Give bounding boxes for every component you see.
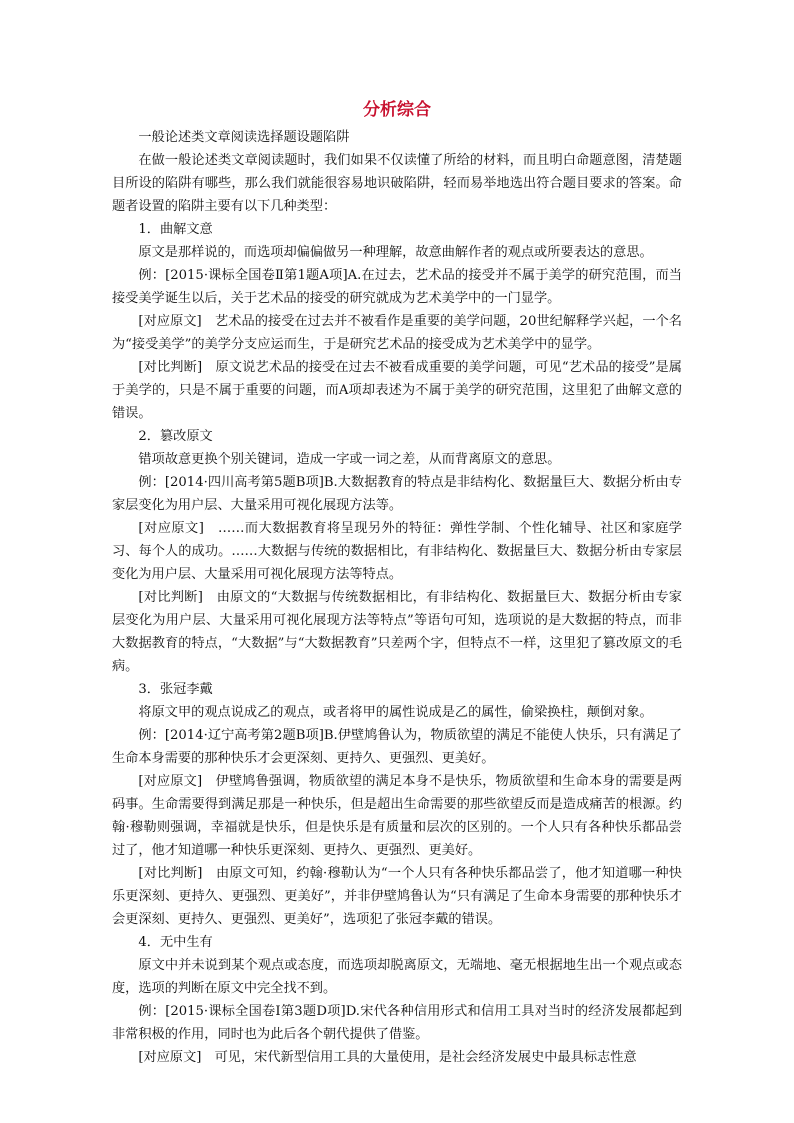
subsection-heading: 4．无中生有 — [138, 935, 213, 950]
example-paragraph: 例：[2014·辽宁高考第2题B项]B.伊壁鸠鲁认为，物质欲望的满足不能使人快乐，只有满足了生命本身需要的那种快乐才会更深刻、更持久、更强烈、更美好。 — [112, 728, 682, 766]
page-title: 分析综合 — [363, 100, 431, 120]
subsection-heading: 1．曲解文意 — [138, 222, 213, 237]
example-paragraph: 例：[2015·课标全国卷Ⅰ第3题D项]D.宋代各种信用形式和信用工具对当时的经济发展都起到非常积极的作用，同时也为此后各个朝代提供了借鉴。 — [112, 1004, 682, 1042]
section-heading: 一般论述类文章阅读选择题设题陷阱 — [138, 130, 350, 145]
body-paragraph: 错项故意更换个别关键词，造成一字或一词之差，从而背离原文的意思。 — [138, 452, 561, 467]
subsection-heading: 3．张冠李戴 — [138, 682, 213, 697]
comparison-paragraph: [对比判断] 由原文的“大数据与传统数据相比，有非结构化、数据量巨大、数据分析由专家层变化为用户层、大量采用可视化展现方法等特点”等语句可知，选项说的是大数据的特点，而非大数据教育的特点，“大数据”与“大数据教育”只差两个字，但特点不一样，这里犯了篡改原文的毛病。 — [112, 590, 682, 674]
comparison-paragraph: [对比判断] 原文说艺术品的接受在过去不被看成重要的美学问题，可见“艺术品的接受”是属于美学的，只是不属于重要的问题，而A项却表述为不属于美学的研究范围，这里犯了曲解文意的错误。 — [112, 360, 682, 421]
source-text-paragraph: [对应原文] 艺术品的接受在过去并不被看作是重要的美学问题，20世纪解释学兴起，一个名为“接受美学”的美学分支应运而生，于是研究艺术品的接受成为艺术美学中的显学。 — [112, 314, 682, 352]
body-paragraph: 原文是那样说的，而选项却偏偏做另一种理解，故意曲解作者的观点或所要表达的意思。 — [138, 245, 653, 260]
body-paragraph: 将原文甲的观点说成乙的观点，或者将甲的属性说成是乙的属性，偷梁换柱，颠倒对象。 — [138, 705, 653, 720]
source-text-paragraph: [对应原文] 可见，宋代新型信用工具的大量使用，是社会经济发展史中最具标志性意 — [138, 1050, 637, 1065]
body-paragraph: 原文中并未说到某个观点或态度，而选项却脱离原文，无端地、毫无根据地生出一个观点或态度，选项的判断在原文中完全找不到。 — [112, 958, 682, 996]
intro-paragraph: 在做一般论述类文章阅读题时，我们如果不仅读懂了所给的材料，而且明白命题意图，清楚题目所设的陷阱有哪些，那么我们就能很容易地识破陷阱，轻而易举地选出符合题目要求的答案。命题者设置的陷阱主要有以下几种类型： — [112, 153, 682, 214]
source-text-paragraph: [对应原文] ……而大数据教育将呈现另外的特征：弹性学制、个性化辅导、社区和家庭学习、每个人的成功。……大数据与传统的数据相比，有非结构化、数据量巨大、数据分析由专家层变化为用户层、大量采用可视化展现方法等特点。 — [112, 521, 682, 582]
comparison-paragraph: [对比判断] 由原文可知，约翰·穆勒认为“一个人只有各种快乐都品尝了，他才知道哪一种快乐更深刻、更持久、更强烈、更美好”，并非伊壁鸠鲁认为“只有满足了生命本身需要的那种快乐才会更深刻、更持久、更强烈、更美好”，选项犯了张冠李戴的错误。 — [112, 866, 682, 927]
example-paragraph: 例：[2014·四川高考第5题B项]B.大数据教育的特点是非结构化、数据量巨大、数据分析由专家层变化为用户层、大量采用可视化展现方法等。 — [112, 475, 682, 513]
source-text-paragraph: [对应原文] 伊壁鸠鲁强调，物质欲望的满足本身不是快乐，物质欲望和生命本身的需要是两码事。生命需要得到满足那是一种快乐，但是超出生命需要的那些欲望反而是造成痛苦的根源。约翰·穆勒则强调，幸福就是快乐，但是快乐是有质量和层次的区别的。一个人只有各种快乐都品尝过了，他才知道哪一种快乐更深刻、更持久、更强烈、更美好。 — [112, 774, 682, 858]
example-paragraph: 例：[2015·课标全国卷Ⅱ第1题A项]A.在过去，艺术品的接受并不属于美学的研究范围，而当接受美学诞生以后，关于艺术品的接受的研究就成为艺术美学中的一门显学。 — [112, 268, 682, 306]
subsection-heading: 2．篡改原文 — [138, 429, 213, 444]
document-page — [112, 96, 682, 1069]
